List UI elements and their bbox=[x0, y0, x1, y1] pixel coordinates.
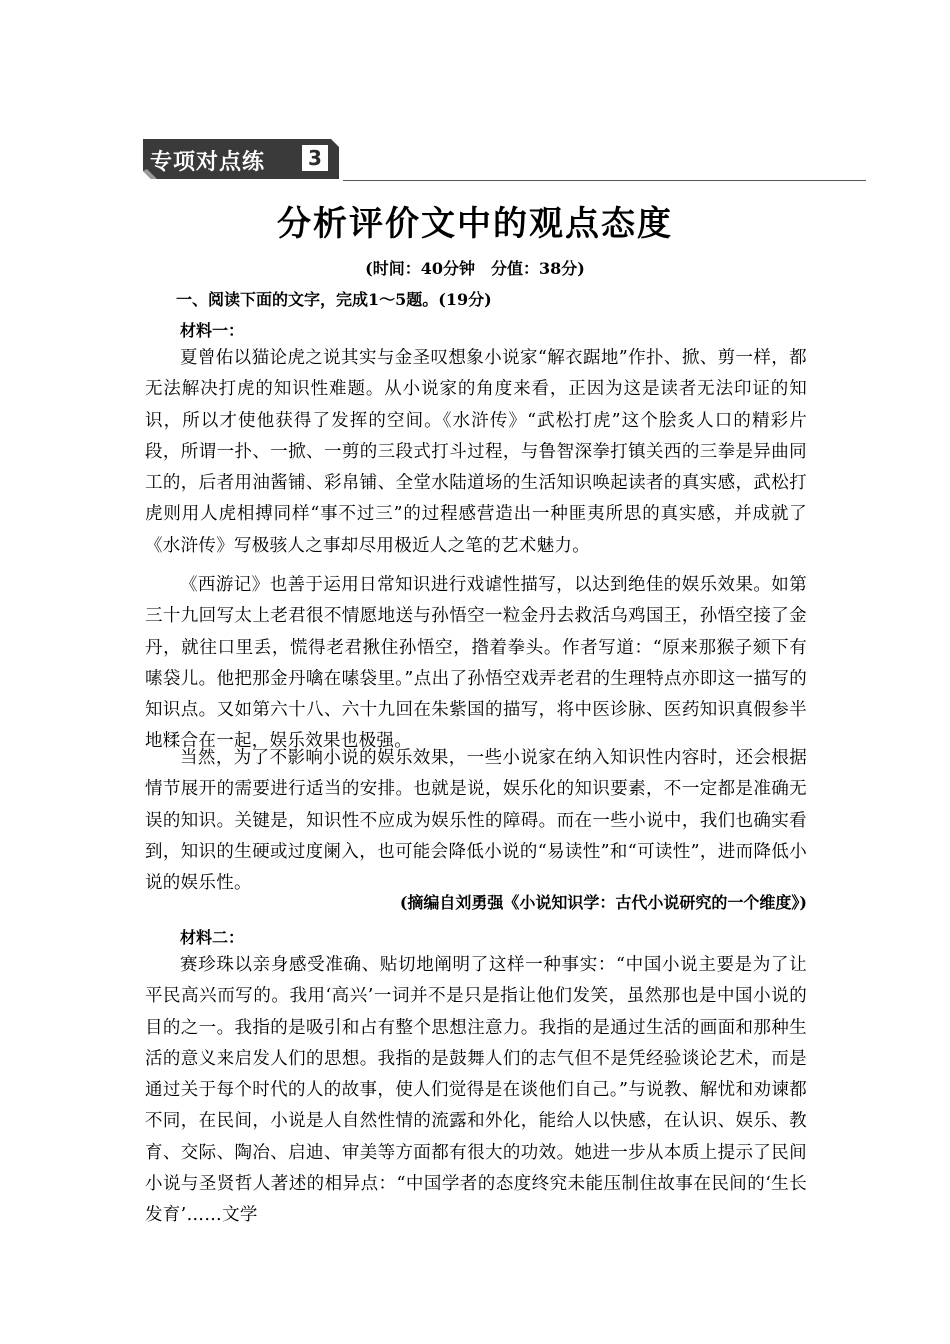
material2-paragraph-1: 赛珍珠以亲身感受准确、贴切地阐明了这样一种事实：“中国小说主要是为了让平民高兴而写的。我用‘高兴’一词并不是只是指让他们发笑，虽然那也是中国小说的目的之一。我指的是吸引和占有整个思想注意力。我指的是通过生活的画面和那种生活的意义来启发人们的思想。我指的是鼓舞人们的志气但不是凭经验谈论艺术，而是通过关于每个时代的人的故事，使人们觉得是在谈他们自己。”与说教、解忧和劝谏都不同，在民间，小说是人自然性情的流露和外化，能给人以快感，在认识、娱乐、教育、交际、陶冶、启迪、审美等方面都有很大的功效。她进一步从本质上提示了民间小说与圣贤哲人著述的相异点：“中国学者的态度终究未能压制住故事在民间的‘生长发育’……文学 bbox=[145, 955, 807, 1226]
section-header bbox=[143, 135, 866, 185]
section-heading: 一、阅读下面的文字，完成1～5题。(19分) bbox=[176, 290, 492, 309]
section-tag bbox=[143, 139, 339, 179]
header-divider bbox=[343, 180, 866, 181]
material1-paragraph-3: 当然，为了不影响小说的娱乐效果，一些小说家在纳入知识性内容时，还会根据情节展开的需要进行适当的安排。也就是说，娱乐化的知识要素，不一定都是准确无误的知识。关键是，知识性不应成为娱乐性的障碍。而在一些小说中，我们也确实看到，知识的生硬或过度阑入，也可能会降低小说的“易读性”和“可读性”，进而降低小说的娱乐性。 bbox=[145, 748, 807, 894]
material1-paragraph-2: 《西游记》也善于运用日常知识进行戏谑性描写，以达到绝佳的娱乐效果。如第三十九回写太上老君很不情愿地送与孙悟空一粒金丹去救活乌鸡国王，孙悟空接了金丹，就往口里丢，慌得老君揪住孙悟空，揝着拳头。作者写道：“原来那猴子颏下有嗉袋儿。他把那金丹噙在嗉袋里。”点出了孙悟空戏弄老君的生理特点亦即这一描写的知识点。又如第六十八、六十九回在朱紫国的描写，将中医诊脉、医药知识真假参半地糅合在一起，娱乐效果也极强。 bbox=[145, 575, 807, 752]
material2-heading: 材料二： bbox=[180, 928, 245, 947]
material1-source: (摘编自刘勇强《小说知识学：古代小说研究的一个维度》) bbox=[399, 893, 807, 912]
section-tag-number: 3 bbox=[302, 145, 328, 171]
material1-paragraph-1: 夏曾佑以猫论虎之说其实与金圣叹想象小说家“解衣踞地”作扑、掀、剪一样，都无法解决打虎的知识性难题。从小说家的角度来看，正因为这是读者无法印证的知识，所以才使他获得了发挥的空间。《水浒传》“武松打虎”这个脍炙人口的精彩片段，所谓一扑、一掀、一剪的三段式打斗过程，与鲁智深拳打镇关西的三拳是异曲同工的，后者用油酱铺、彩帛铺、全堂水陆道场的生活知识唤起读者的真实感，武松打虎则用人虎相搏同样“事不过三”的过程感营造出一种匪夷所思的真实感，并成就了《水浒传》写极骇人之事却尽用极近人之笔的艺术魅力。 bbox=[145, 348, 807, 556]
section-tag-label: 专项对点练 bbox=[150, 150, 266, 175]
material1-heading: 材料一： bbox=[180, 321, 245, 340]
page-subtitle: (时间：40分钟 分值：38分) bbox=[365, 259, 585, 278]
page-title: 分析评价文中的观点态度 bbox=[277, 204, 673, 244]
